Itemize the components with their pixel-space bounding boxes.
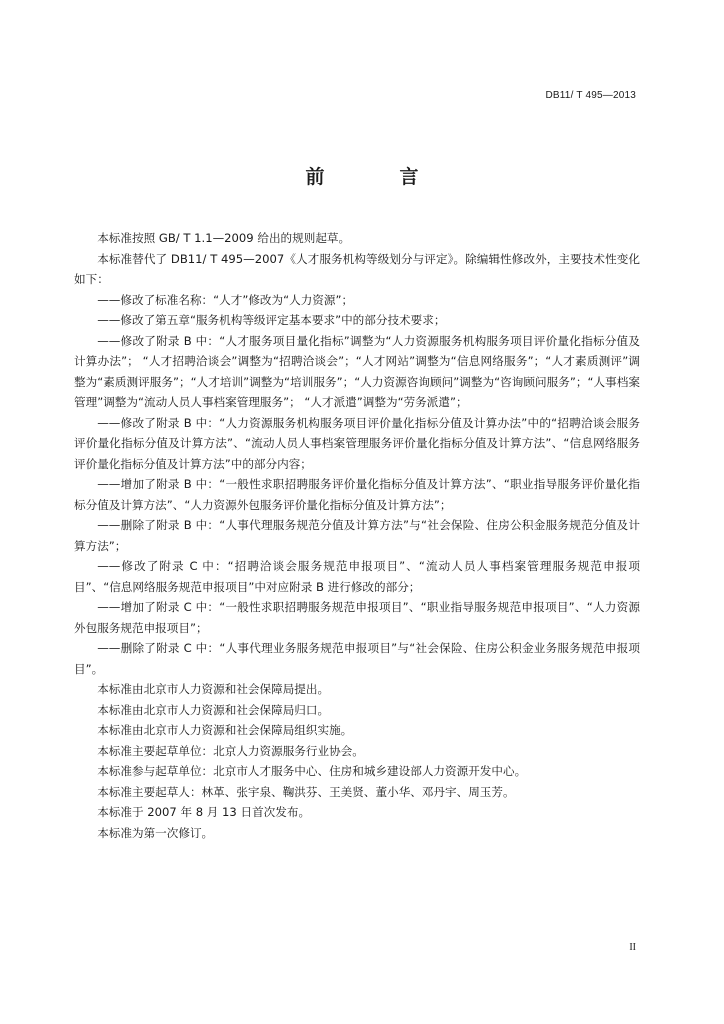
paragraph: ——修改了附录 B 中：“人才服务项目量化指标”调整为“人力资源服务机构服务项目评价量化指标分值及计算办法”； “人才招聘洽谈会”调整为“招聘洽谈会”；“人才网站”调整为“信息网络服务”；“人才素质测评”调整为“素质测评服务”；“人才培训”调整为“培训服务”；“人力资源咨询顾问”调整为“咨询顾问服务”；“人事档案管理”调整为“流动人员人事档案管理服务”； “人才派遣”调整为“劳务派遣”； <box>74 333 640 409</box>
paragraph: 本标准按照 GB/ T 1.1—2009 给出的规则起草。 <box>97 231 351 245</box>
paragraph: 本标准由北京市人力资源和社会保障局提出。 <box>97 682 330 696</box>
paragraph: 本标准由北京市人力资源和社会保障局组织实施。 <box>97 723 353 737</box>
paragraph: ——修改了标准名称：“人才”修改为“人力资源”； <box>97 292 354 307</box>
page-number: II <box>629 942 636 953</box>
paragraph: 本标准为第一次修订。 <box>97 825 214 840</box>
paragraph: ——增加了附录 B 中：“一般性求职招聘服务评价量化指标分值及计算方法”、“职业指导服务评价量化指标分值及计算方法”、“人力资源外包服务评价量化指标分值及计算方法”； <box>74 477 640 512</box>
paragraph: 本标准由北京市人力资源和社会保障局归口。 <box>97 702 330 717</box>
paragraph: ——修改了附录 C 中：“招聘洽谈会服务规范申报项目”、“流动人员人事档案管理服务规范申报项目”、“信息网络服务规范申报项目”中对应附录 B 进行修改的部分； <box>74 559 640 594</box>
paragraph: 本标准参与起草单位：北京市人才服务中心、住房和城乡建设部人力资源开发中心。 <box>97 764 527 778</box>
foreword-body <box>74 228 640 843</box>
paragraph: ——删除了附录 C 中：“人事代理业务服务规范申报项目”与“社会保险、住房公积金业务服务规范申报项目”。 <box>74 641 640 676</box>
paragraph: ——修改了附录 B 中：“人力资源服务机构服务项目评价量化指标分值及计算办法”中的“招聘洽谈会服务评价量化指标分值及计算方法”、“流动人员人事档案管理服务评价量化指标分值及计算方法”、“信息网络服务评价量化指标分值及计算方法”中的部分内容； <box>74 415 640 471</box>
paragraph: 本标准主要起草人：林革、张宇泉、鞠洪芬、王美贤、董小华、邓丹宇、周玉芳。 <box>97 784 515 799</box>
paragraph: 本标准于 2007 年 8 月 13 日首次发布。 <box>97 805 311 819</box>
paragraph: ——修改了第五章“服务机构等级评定基本要求”中的部分技术要求； <box>97 313 446 327</box>
section-title: 前 言 <box>305 166 447 188</box>
paragraph: 本标准替代了 DB11/ T 495—2007《人才服务机构等级划分与评定》。除编辑性修改外，主要技术性变化如下： <box>74 251 640 286</box>
paragraph: ——删除了附录 B 中：“人事代理服务规范分值及计算方法”与“社会保险、住房公积金服务规范分值及计算方法”； <box>74 518 640 553</box>
paragraph: 本标准主要起草单位：北京人力资源服务行业协会。 <box>97 743 364 758</box>
standard-code: DB11/ T 495—2013 <box>545 90 636 101</box>
paragraph: ——增加了附录 C 中：“一般性求职招聘服务规范申报项目”、“职业指导服务规范申报项目”、“人力资源外包服务规范申报项目”； <box>74 600 640 635</box>
